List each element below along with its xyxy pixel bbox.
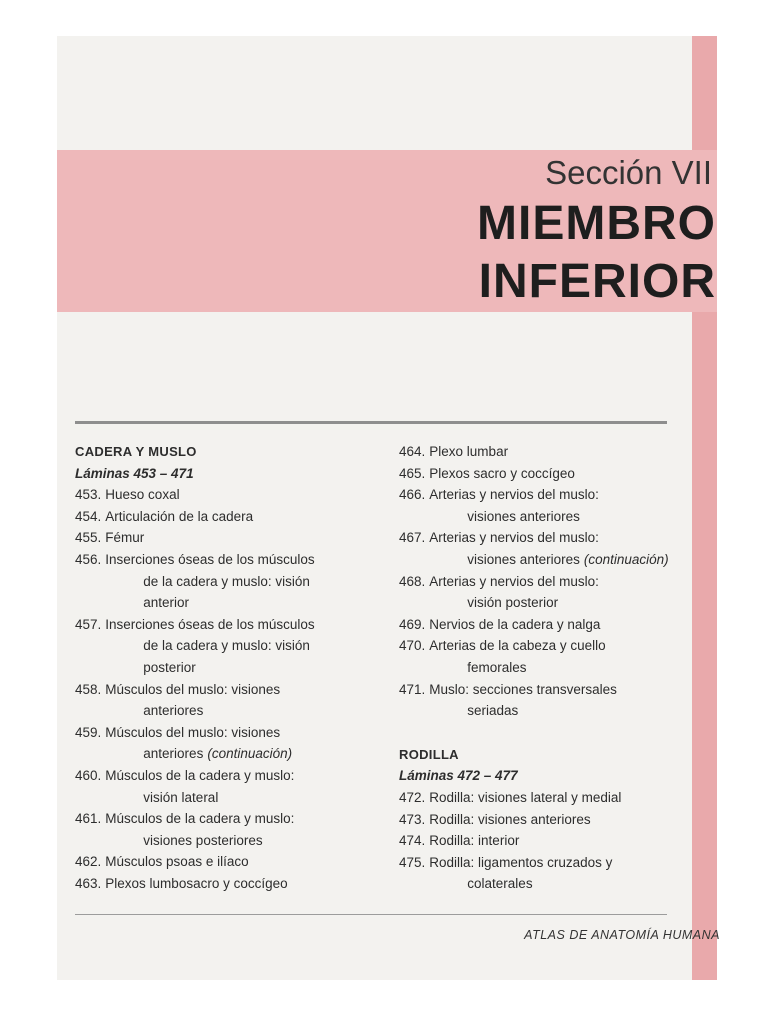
toc-entry-line: Músculos del muslo: visiones xyxy=(105,724,281,740)
toc-entry-line: Músculos de la cadera y muslo: xyxy=(105,811,295,827)
toc-entry-continuation xyxy=(101,830,375,852)
toc-entry-number: 453. xyxy=(75,487,102,503)
toc-entry-note: (continuación) xyxy=(207,746,293,762)
toc-entry-number: 458. xyxy=(75,681,102,697)
toc-entry-title xyxy=(101,549,375,614)
toc-entry-title xyxy=(101,722,375,765)
toc-entry xyxy=(399,484,689,527)
toc-entry-number: 475. xyxy=(399,854,426,870)
toc-entry-title xyxy=(425,852,689,895)
toc-entry-number: 455. xyxy=(75,530,102,546)
spacer xyxy=(399,722,689,744)
toc-entry-title xyxy=(101,506,375,528)
toc-entry xyxy=(75,722,375,765)
toc-entry-line: anterior xyxy=(143,595,190,611)
toc-entry-number: 466. xyxy=(399,487,426,503)
toc-column-left xyxy=(75,441,375,894)
toc-entry-number: 468. xyxy=(399,573,426,589)
toc-entry-title xyxy=(101,484,375,506)
toc-entry-continuation xyxy=(101,787,375,809)
toc-entry-line: colaterales xyxy=(467,876,533,892)
toc-entry-line: Rodilla: interior xyxy=(429,833,520,849)
toc-entry-line: visiones anteriores xyxy=(467,508,580,524)
toc-entry xyxy=(399,571,689,614)
toc-entry xyxy=(399,527,689,570)
toc-entry xyxy=(75,873,375,895)
toc-entry xyxy=(399,441,689,463)
toc-entry xyxy=(399,852,689,895)
toc-entry-line: Arterias y nervios del muslo: xyxy=(429,573,599,589)
toc-entry-continuation xyxy=(425,506,689,528)
toc-entry-list xyxy=(399,441,689,722)
toc-entry-line: anteriores xyxy=(143,703,204,719)
toc-entry xyxy=(75,808,375,851)
toc-entry-line: Inserciones óseas de los músculos xyxy=(105,616,315,632)
toc-entry-title xyxy=(425,571,689,614)
toc-entry xyxy=(399,635,689,678)
toc-entry-number: 465. xyxy=(399,465,426,481)
toc-entry-line: visiones anteriores xyxy=(467,551,580,567)
toc-entry-title xyxy=(425,787,689,809)
toc-entry-title xyxy=(425,614,689,636)
toc-entry-number: 454. xyxy=(75,508,102,524)
toc-entry-continuation xyxy=(425,549,689,571)
toc-entry-continuation xyxy=(425,700,689,722)
toc-heading: RODILLA xyxy=(399,746,459,762)
toc-entry-line: Hueso coxal xyxy=(105,487,180,503)
toc-entry-line: Arterias de la cabeza y cuello xyxy=(429,638,606,654)
toc-entry-number: 459. xyxy=(75,724,102,740)
toc-entry-number: 463. xyxy=(75,875,102,891)
toc-entry-line: Músculos de la cadera y muslo: xyxy=(105,767,295,783)
toc-entry-list xyxy=(399,787,689,895)
toc-entry-continuation xyxy=(101,657,375,679)
running-footer: ATLAS DE ANATOMÍA HUMANA xyxy=(524,928,720,942)
toc-entry xyxy=(75,851,375,873)
toc-entry-number: 462. xyxy=(75,854,102,870)
toc-entry-number: 474. xyxy=(399,833,426,849)
toc-entry-number: 467. xyxy=(399,530,426,546)
toc-entry-line: visión posterior xyxy=(467,595,559,611)
toc-entry-list xyxy=(75,484,375,894)
toc-entry xyxy=(75,765,375,808)
toc-entry-title xyxy=(101,614,375,679)
section-label: Sección VII xyxy=(545,154,712,191)
toc-entry-number: 464. xyxy=(399,444,426,459)
toc-entry-continuation xyxy=(101,635,375,657)
toc-entry-line: visión lateral xyxy=(143,789,219,805)
toc-entry-line: Rodilla: visiones lateral y medial xyxy=(429,789,622,805)
toc-entry-note: (continuación) xyxy=(583,551,669,567)
toc-entry-number: 461. xyxy=(75,811,102,827)
toc-entry-title xyxy=(425,463,689,485)
toc-entry-line: Músculos del muslo: visiones xyxy=(105,681,281,697)
toc-entry-line: Rodilla: ligamentos cruzados y xyxy=(429,854,613,870)
toc-entry-title xyxy=(101,851,375,873)
toc-entry-line: Arterias y nervios del muslo: xyxy=(429,487,599,503)
toc-entry xyxy=(75,549,375,614)
toc-entry-title xyxy=(425,830,689,852)
toc-entry-line: Inserciones óseas de los músculos xyxy=(105,551,315,567)
toc-entry xyxy=(399,463,689,485)
toc-entry-line: Arterias y nervios del muslo: xyxy=(429,530,599,546)
toc-entry-number: 470. xyxy=(399,638,426,654)
toc-entry xyxy=(75,679,375,722)
toc-entry-continuation xyxy=(101,700,375,722)
toc-entry-continuation xyxy=(425,592,689,614)
toc-entry-line: Muslo: secciones transversales xyxy=(429,681,617,697)
toc-entry-title xyxy=(101,873,375,895)
toc-entry-continuation xyxy=(101,743,375,765)
toc-entry xyxy=(399,809,689,831)
toc-entry-title xyxy=(425,527,689,570)
toc-entry-continuation xyxy=(425,873,689,895)
toc-entry-title xyxy=(425,484,689,527)
toc-entry-continuation xyxy=(101,592,375,614)
toc-entry-line: Articulación de la cadera xyxy=(105,508,254,524)
toc-entry-line: seriadas xyxy=(467,703,519,719)
toc-entry-line: visiones posteriores xyxy=(143,832,263,848)
toc-entry-line: Plexos lumbosacro y coccígeo xyxy=(105,875,288,891)
toc-entry-title xyxy=(425,679,689,722)
toc-plates-range: Láminas 472 – 477 xyxy=(399,768,518,784)
toc-plates-range: Láminas 453 – 471 xyxy=(75,465,194,481)
toc-entry xyxy=(75,527,375,549)
toc-entry-title xyxy=(425,441,689,463)
toc-entry-title xyxy=(101,527,375,549)
toc-entry-number: 473. xyxy=(399,811,426,827)
section-title-line1: MIEMBRO xyxy=(477,197,716,250)
section-title-line2: INFERIOR xyxy=(478,255,716,308)
toc-entry-line: anteriores xyxy=(143,746,204,762)
toc-entry xyxy=(75,506,375,528)
toc-entry-continuation xyxy=(101,571,375,593)
toc-entry-number: 472. xyxy=(399,789,426,805)
toc-entry-line: Fémur xyxy=(105,530,145,546)
toc-entry-title xyxy=(425,635,689,678)
toc-entry xyxy=(399,787,689,809)
toc-entry-line: de la cadera y muslo: visión xyxy=(143,573,310,589)
toc-entry-line: de la cadera y muslo: visión xyxy=(143,638,310,654)
toc-entry-line: Plexos sacro y coccígeo xyxy=(429,465,575,481)
toc-entry-line: Nervios de la cadera y nalga xyxy=(429,616,601,632)
toc-heading: CADERA Y MUSLO xyxy=(75,444,197,459)
toc-entry-title xyxy=(101,679,375,722)
toc-entry xyxy=(399,830,689,852)
bottom-divider xyxy=(75,914,667,915)
toc-entry xyxy=(75,484,375,506)
toc-entry-line: femorales xyxy=(467,659,527,675)
toc-entry xyxy=(399,679,689,722)
top-divider xyxy=(75,421,667,424)
toc-entry-number: 457. xyxy=(75,616,102,632)
toc-entry-line: Rodilla: visiones anteriores xyxy=(429,811,591,827)
toc-entry-continuation xyxy=(425,657,689,679)
toc-entry-title xyxy=(425,809,689,831)
toc-entry-number: 469. xyxy=(399,616,426,632)
toc-entry-line: Plexo lumbar xyxy=(429,444,509,459)
toc-column-right xyxy=(399,441,689,895)
toc-entry xyxy=(399,614,689,636)
toc-entry-line: Músculos psoas e ilíaco xyxy=(105,854,249,870)
toc-entry-number: 471. xyxy=(399,681,426,697)
toc-entry-title xyxy=(101,808,375,851)
toc-entry-number: 460. xyxy=(75,767,102,783)
toc-entry-number: 456. xyxy=(75,551,102,567)
toc-entry xyxy=(75,614,375,679)
toc-entry-line: posterior xyxy=(143,659,196,675)
toc-entry-title xyxy=(101,765,375,808)
